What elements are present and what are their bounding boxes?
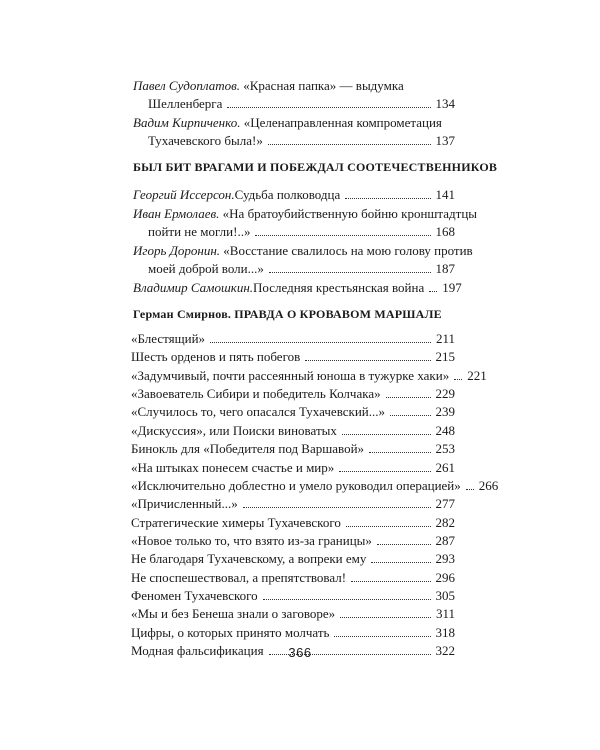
entry-author: Игорь Доронин.: [133, 243, 221, 258]
entry-author: Владимир Самошкин.: [133, 280, 254, 295]
entry-page: 141: [435, 187, 455, 202]
entry-page: 248: [435, 422, 455, 438]
leader-dots: [386, 396, 431, 398]
entry-page: 197: [442, 280, 462, 295]
entry-title: «На штыках понесем счастье и мир»: [131, 459, 335, 475]
toc-entry: [131, 495, 455, 513]
entry-page: 229: [435, 386, 455, 402]
leader-dots: [340, 616, 431, 618]
leader-dots: [268, 143, 431, 145]
toc-entry: [131, 459, 455, 477]
entry-page: 187: [435, 261, 455, 276]
leader-dots: [351, 580, 430, 582]
leader-dots: [371, 561, 430, 563]
leader-dots: [429, 290, 437, 292]
toc-entry: [131, 550, 455, 568]
entry-title: «Исключительно доблестно и умело руководил операцией»: [131, 477, 461, 493]
entry-page: 137: [435, 133, 455, 148]
entry-title-cont: Тухачевского была!»: [148, 133, 263, 148]
toc-entry: [131, 569, 455, 587]
leader-dots: [305, 359, 430, 361]
entry-page: 277: [435, 496, 455, 512]
section-title: [133, 307, 463, 322]
leader-dots: [369, 451, 430, 453]
entry-page: 293: [435, 551, 455, 567]
entry-author: Вадим Кирпиченко.: [133, 115, 241, 130]
entry-page: 261: [435, 459, 455, 475]
toc-entry: [133, 205, 478, 241]
leader-dots: [243, 506, 431, 508]
leader-dots: [269, 271, 431, 273]
toc-entry: [133, 279, 462, 297]
entry-author: Георгий Иссерсон.: [133, 187, 235, 202]
entry-page: 311: [435, 606, 455, 622]
section-title: БЫЛ БИТ ВРАГАМИ И ПОБЕЖДАЛ СООТЕЧЕСТВЕННИКОВ: [133, 160, 498, 174]
entry-page: 296: [435, 569, 455, 585]
entry-title: «Завоеватель Сибири и победитель Колчака»: [131, 386, 381, 402]
entry-page: 318: [435, 624, 455, 640]
entry-page: 239: [435, 404, 455, 420]
toc-entry: [131, 624, 455, 642]
entry-page: 287: [435, 532, 455, 548]
entry-author: Иван Ермолаев.: [133, 206, 220, 221]
entry-title: «Причисленный...»: [131, 496, 238, 512]
leader-dots: [227, 106, 430, 108]
section-author: Герман Смирнов.: [133, 307, 232, 321]
entry-page: 282: [435, 514, 455, 530]
entry-title: Не споспешествовал, а препятствовал!: [131, 569, 347, 585]
leader-dots: [390, 414, 430, 416]
entry-title: Шесть орденов и пять побегов: [131, 349, 301, 365]
entry-title: Последняя крестьянская война: [253, 280, 425, 295]
toc-entry: [131, 422, 455, 440]
entry-author: Павел Судоплатов.: [133, 78, 240, 93]
entry-title-cont: моей доброй воли...»: [148, 261, 264, 276]
toc-entry: [131, 514, 455, 532]
entry-title: Феномен Тухачевского: [131, 587, 258, 603]
entry-page: 211: [435, 331, 455, 346]
entry-title: Бинокль для «Победителя под Варшавой»: [131, 441, 365, 457]
toc-entry: [131, 367, 487, 385]
entry-title: Судьба полководца: [234, 187, 341, 202]
leader-dots: [255, 234, 430, 236]
entry-title: «На братоубийственную бойню кронштадтцы: [219, 206, 478, 221]
leader-dots: [339, 470, 430, 472]
entry-title: «Случилось то, чего опасался Тухачевский...»: [131, 404, 386, 420]
entry-page: 221: [467, 367, 487, 383]
entry-title: «Дискуссия», или Поиски виноватых: [131, 422, 337, 438]
entry-page: 266: [478, 477, 499, 493]
entry-page: 215: [435, 349, 455, 365]
toc-entry: [131, 605, 455, 623]
leader-dots: [263, 598, 431, 600]
toc-entry: [133, 114, 455, 150]
leader-dots: [377, 543, 431, 545]
entry-title: Стратегические химеры Тухачевского: [131, 514, 341, 530]
entry-page: 322: [435, 643, 455, 658]
toc-entry: [131, 348, 455, 366]
leader-dots: [345, 197, 430, 199]
entry-title: «Красная папка» — выдумка: [239, 78, 404, 93]
leader-dots: [454, 378, 462, 380]
entry-title: «Целенаправленная компрометация: [240, 115, 442, 130]
toc-entry: [131, 587, 455, 605]
toc-entry: [133, 186, 455, 204]
section-heading: ПРАВДА О КРОВАВОМ МАРШАЛЕ: [231, 307, 442, 321]
entry-page: 253: [435, 441, 455, 457]
entry-page: 134: [435, 96, 455, 111]
entry-title: «Мы и без Бенеша знали о заговоре»: [131, 606, 336, 622]
leader-dots: [466, 488, 474, 490]
toc-entry: [131, 440, 455, 458]
entry-page: 305: [435, 587, 455, 603]
entry-title: «Новое только то, что взято из-за границы»: [131, 532, 372, 548]
toc-entry: [133, 242, 473, 278]
toc-entry: [131, 385, 455, 403]
entry-title: «Восстание свалилось на мою голову против: [220, 243, 473, 258]
entry-page: 168: [435, 224, 455, 239]
leader-dots: [346, 525, 431, 527]
entry-title-cont: пойти не могли!..»: [148, 224, 251, 239]
toc-entry: [131, 330, 455, 348]
entry-title: Модная фальсификация: [131, 643, 264, 658]
leader-dots: [334, 635, 430, 637]
leader-dots: [342, 433, 431, 435]
toc-entry: [131, 532, 455, 550]
toc-entry: [131, 477, 499, 495]
entry-title: «Задумчивый, почти рассеянный юноша в тужурке хаки»: [131, 367, 450, 383]
toc-entry: [133, 77, 455, 113]
entry-title: Цифры, о которых принято молчать: [131, 624, 330, 640]
entry-title: «Блестящий»: [131, 331, 206, 346]
page-number: 366: [288, 645, 312, 660]
entry-title: Не благодаря Тухачевскому, а вопреки ему: [131, 551, 367, 567]
leader-dots: [210, 341, 431, 343]
entry-title-cont: Шелленберга: [148, 96, 223, 111]
toc-entry: [131, 403, 455, 421]
